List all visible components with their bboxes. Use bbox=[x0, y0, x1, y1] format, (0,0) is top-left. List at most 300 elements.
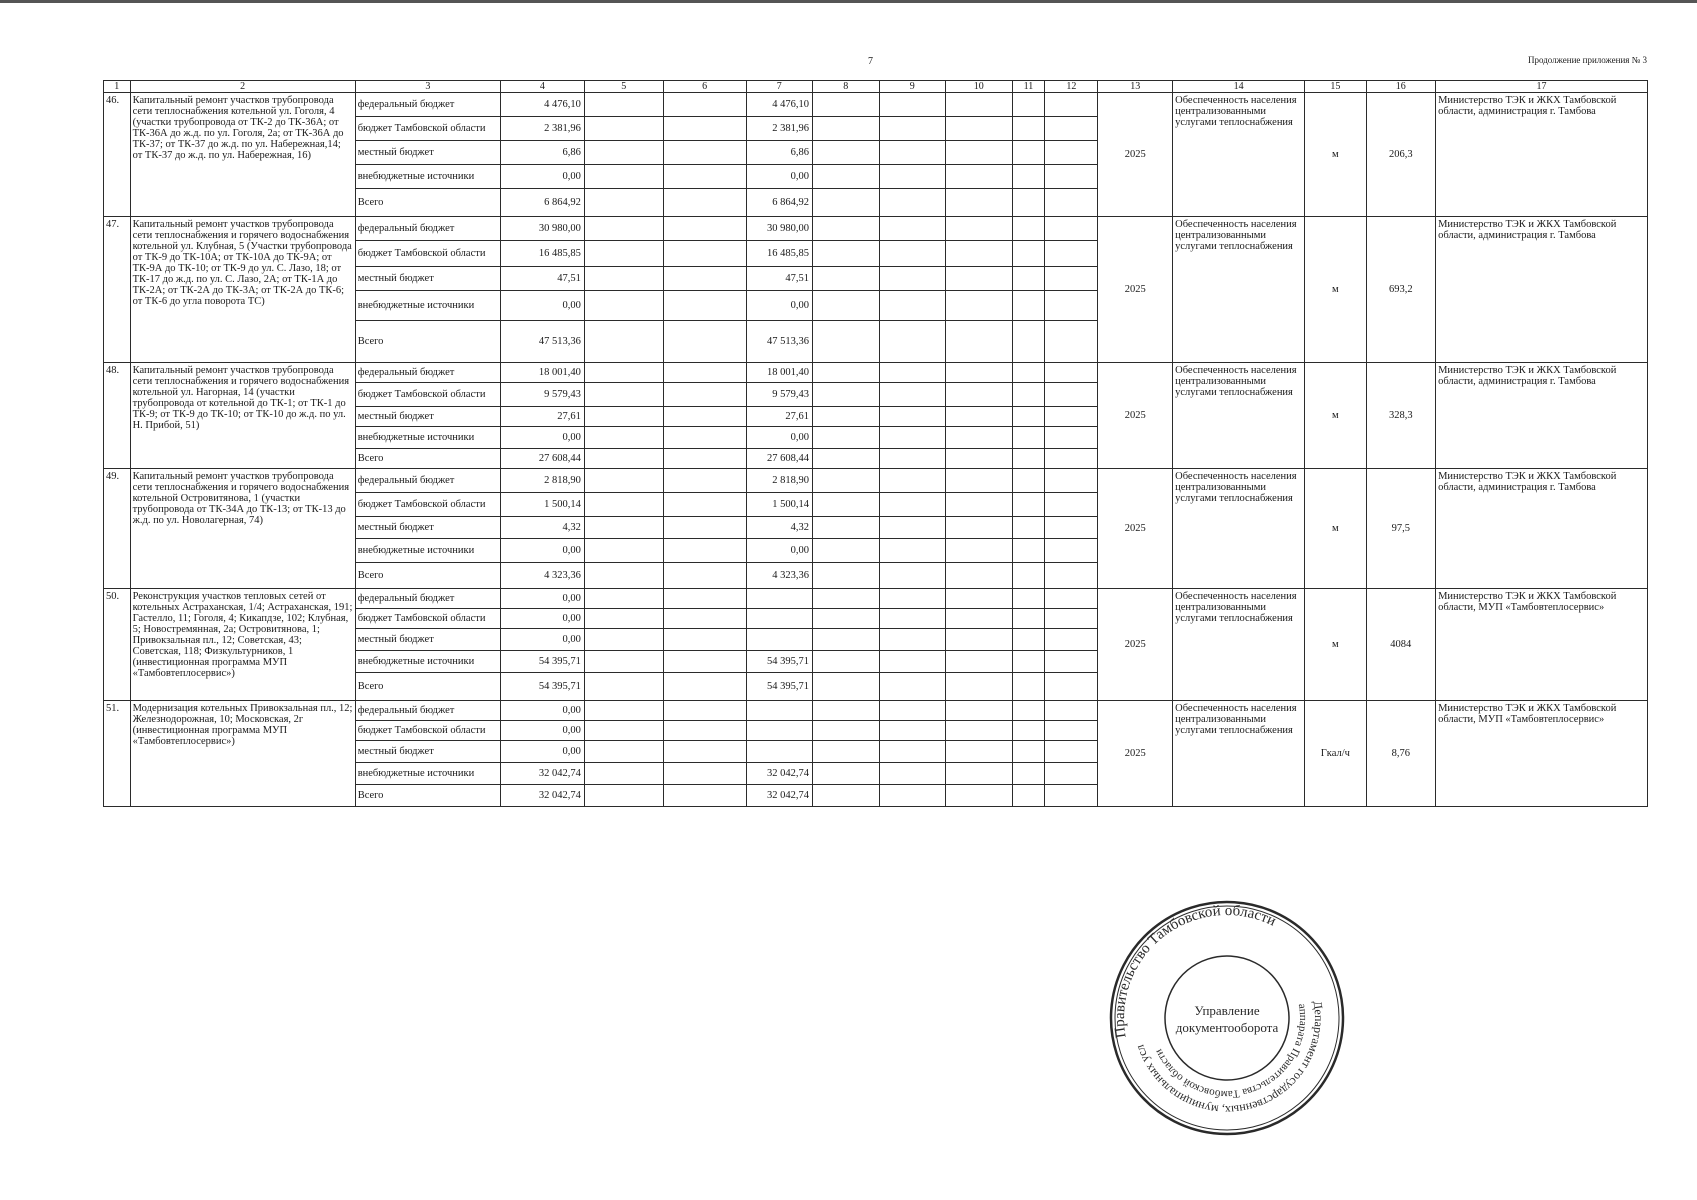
amount-col8 bbox=[813, 117, 880, 141]
unit: Гкал/ч bbox=[1305, 701, 1366, 807]
amount-col8 bbox=[813, 321, 880, 363]
amount-total: 6 864,92 bbox=[500, 189, 584, 217]
funding-source: федеральный бюджет bbox=[355, 589, 500, 609]
amount-col5 bbox=[584, 291, 663, 321]
amount-col12 bbox=[1045, 165, 1098, 189]
amount-col10 bbox=[946, 93, 1013, 117]
amount-col6 bbox=[663, 217, 746, 241]
scan-edge bbox=[0, 0, 1697, 3]
amount-col12 bbox=[1045, 267, 1098, 291]
amount-col10 bbox=[946, 291, 1013, 321]
column-header: 13 bbox=[1098, 81, 1173, 93]
amount-col7: 0,00 bbox=[746, 427, 813, 449]
amount-col8 bbox=[813, 407, 880, 427]
amount-col10 bbox=[946, 363, 1013, 383]
amount-col11 bbox=[1012, 721, 1045, 741]
column-header: 7 bbox=[746, 81, 813, 93]
amount-col10 bbox=[946, 449, 1013, 469]
amount-col12 bbox=[1045, 785, 1098, 807]
amount-total: 47 513,36 bbox=[500, 321, 584, 363]
amount-total: 1 500,14 bbox=[500, 493, 584, 517]
amount-col11 bbox=[1012, 563, 1045, 589]
amount-col7: 32 042,74 bbox=[746, 763, 813, 785]
funding-source: бюджет Тамбовской области bbox=[355, 609, 500, 629]
amount-col9 bbox=[879, 721, 946, 741]
amount-col10 bbox=[946, 493, 1013, 517]
funding-source: федеральный бюджет bbox=[355, 217, 500, 241]
amount-col5 bbox=[584, 539, 663, 563]
amount-col8 bbox=[813, 469, 880, 493]
amount-col10 bbox=[946, 651, 1013, 673]
stamp-inner-text: аппарата Правительства Тамбовской области bbox=[1152, 1002, 1310, 1101]
amount-col6 bbox=[663, 117, 746, 141]
completion-year: 2025 bbox=[1098, 701, 1173, 807]
amount-col7: 16 485,85 bbox=[746, 241, 813, 267]
amount-col8 bbox=[813, 763, 880, 785]
unit: м bbox=[1305, 363, 1366, 469]
amount-col9 bbox=[879, 651, 946, 673]
amount-col9 bbox=[879, 469, 946, 493]
responsible: Министерство ТЭК и ЖКХ Тамбовской области, администрация г. Тамбова bbox=[1436, 363, 1648, 469]
funding-source: федеральный бюджет bbox=[355, 93, 500, 117]
amount-col12 bbox=[1045, 217, 1098, 241]
indicator-value: 4084 bbox=[1366, 589, 1436, 701]
amount-col9 bbox=[879, 493, 946, 517]
amount-col6 bbox=[663, 609, 746, 629]
amount-col5 bbox=[584, 141, 663, 165]
amount-col5 bbox=[584, 241, 663, 267]
amount-col5 bbox=[584, 469, 663, 493]
amount-col11 bbox=[1012, 189, 1045, 217]
amount-col12 bbox=[1045, 651, 1098, 673]
amount-col10 bbox=[946, 189, 1013, 217]
amount-col10 bbox=[946, 383, 1013, 407]
funding-source: внебюджетные источники bbox=[355, 165, 500, 189]
amount-total: 0,00 bbox=[500, 741, 584, 763]
indicator: Обеспеченность населения централизованными услугами теплоснабжения bbox=[1173, 701, 1305, 807]
amount-col10 bbox=[946, 629, 1013, 651]
amount-col10 bbox=[946, 609, 1013, 629]
amount-total: 4,32 bbox=[500, 517, 584, 539]
amount-total: 0,00 bbox=[500, 165, 584, 189]
amount-col9 bbox=[879, 189, 946, 217]
indicator-value: 328,3 bbox=[1366, 363, 1436, 469]
amount-col11 bbox=[1012, 589, 1045, 609]
amount-col9 bbox=[879, 165, 946, 189]
stamp-outer-ring-thin bbox=[1107, 898, 1347, 1138]
amount-col9 bbox=[879, 673, 946, 701]
amount-col8 bbox=[813, 651, 880, 673]
indicator: Обеспеченность населения централизованными услугами теплоснабжения bbox=[1173, 93, 1305, 217]
amount-col11 bbox=[1012, 321, 1045, 363]
amount-total: 54 395,71 bbox=[500, 651, 584, 673]
amount-col5 bbox=[584, 363, 663, 383]
amount-col8 bbox=[813, 363, 880, 383]
funding-source: федеральный бюджет bbox=[355, 469, 500, 493]
amount-col7: 32 042,74 bbox=[746, 785, 813, 807]
amount-col6 bbox=[663, 165, 746, 189]
amount-col5 bbox=[584, 721, 663, 741]
amount-col9 bbox=[879, 763, 946, 785]
amount-col10 bbox=[946, 469, 1013, 493]
amount-col5 bbox=[584, 701, 663, 721]
amount-col5 bbox=[584, 93, 663, 117]
funding-source: местный бюджет bbox=[355, 629, 500, 651]
row-number: 48. bbox=[104, 363, 131, 469]
amount-total: 2 818,90 bbox=[500, 469, 584, 493]
amount-col5 bbox=[584, 427, 663, 449]
amount-col8 bbox=[813, 701, 880, 721]
appendix-note: Продолжение приложения № 3 bbox=[1527, 55, 1647, 65]
completion-year: 2025 bbox=[1098, 363, 1173, 469]
amount-col7: 6,86 bbox=[746, 141, 813, 165]
amount-col7: 30 980,00 bbox=[746, 217, 813, 241]
amount-col6 bbox=[663, 291, 746, 321]
amount-col11 bbox=[1012, 517, 1045, 539]
amount-col12 bbox=[1045, 93, 1098, 117]
amount-col11 bbox=[1012, 407, 1045, 427]
completion-year: 2025 bbox=[1098, 589, 1173, 701]
amount-col5 bbox=[584, 673, 663, 701]
amount-col8 bbox=[813, 563, 880, 589]
funding-source: местный бюджет bbox=[355, 407, 500, 427]
funding-source: Всего bbox=[355, 785, 500, 807]
amount-col7 bbox=[746, 609, 813, 629]
amount-col12 bbox=[1045, 427, 1098, 449]
unit: м bbox=[1305, 217, 1366, 363]
amount-col9 bbox=[879, 141, 946, 165]
completion-year: 2025 bbox=[1098, 469, 1173, 589]
amount-col11 bbox=[1012, 217, 1045, 241]
amount-col6 bbox=[663, 563, 746, 589]
amount-col12 bbox=[1045, 493, 1098, 517]
amount-col7: 4 323,36 bbox=[746, 563, 813, 589]
funding-source: федеральный бюджет bbox=[355, 363, 500, 383]
amount-col5 bbox=[584, 517, 663, 539]
column-header: 3 bbox=[355, 81, 500, 93]
amount-col8 bbox=[813, 165, 880, 189]
column-header: 12 bbox=[1045, 81, 1098, 93]
amount-total: 54 395,71 bbox=[500, 673, 584, 701]
amount-total: 32 042,74 bbox=[500, 785, 584, 807]
amount-col7 bbox=[746, 741, 813, 763]
stamp-outer-ring bbox=[1107, 898, 1347, 1138]
amount-col7: 2 818,90 bbox=[746, 469, 813, 493]
unit: м bbox=[1305, 93, 1366, 217]
amount-col7: 6 864,92 bbox=[746, 189, 813, 217]
amount-col12 bbox=[1045, 629, 1098, 651]
amount-col9 bbox=[879, 741, 946, 763]
amount-col11 bbox=[1012, 267, 1045, 291]
amount-col9 bbox=[879, 563, 946, 589]
amount-col11 bbox=[1012, 785, 1045, 807]
amount-col5 bbox=[584, 629, 663, 651]
table-header-row bbox=[104, 81, 1648, 93]
amount-col9 bbox=[879, 785, 946, 807]
amount-col12 bbox=[1045, 701, 1098, 721]
amount-col5 bbox=[584, 189, 663, 217]
amount-col9 bbox=[879, 589, 946, 609]
amount-col6 bbox=[663, 427, 746, 449]
amount-col12 bbox=[1045, 673, 1098, 701]
amount-col7: 18 001,40 bbox=[746, 363, 813, 383]
amount-col7 bbox=[746, 701, 813, 721]
amount-col10 bbox=[946, 517, 1013, 539]
amount-col6 bbox=[663, 321, 746, 363]
column-header: 8 bbox=[813, 81, 880, 93]
amount-col8 bbox=[813, 217, 880, 241]
amount-col10 bbox=[946, 267, 1013, 291]
amount-col12 bbox=[1045, 589, 1098, 609]
amount-col6 bbox=[663, 741, 746, 763]
amount-total: 18 001,40 bbox=[500, 363, 584, 383]
amount-col11 bbox=[1012, 539, 1045, 563]
amount-col8 bbox=[813, 383, 880, 407]
row-number: 46. bbox=[104, 93, 131, 217]
amount-col8 bbox=[813, 673, 880, 701]
amount-col6 bbox=[663, 673, 746, 701]
amount-col11 bbox=[1012, 291, 1045, 321]
amount-total: 0,00 bbox=[500, 291, 584, 321]
amount-col6 bbox=[663, 539, 746, 563]
amount-col5 bbox=[584, 609, 663, 629]
amount-col8 bbox=[813, 629, 880, 651]
project-description: Капитальный ремонт участков трубопровода сети теплоснабжения и горячего водоснабжения котельной Островитянова, 1 (участки трубопровода от ТК-34А до ТК-13; от ТК-13 до ж.д. по ул. Новолагерная, 74) bbox=[130, 469, 355, 589]
table-row bbox=[104, 469, 1648, 493]
amount-total: 0,00 bbox=[500, 427, 584, 449]
amount-col8 bbox=[813, 721, 880, 741]
unit: м bbox=[1305, 589, 1366, 701]
responsible: Министерство ТЭК и ЖКХ Тамбовской области, администрация г. Тамбова bbox=[1436, 469, 1648, 589]
amount-col10 bbox=[946, 763, 1013, 785]
amount-col11 bbox=[1012, 449, 1045, 469]
amount-total: 4 323,36 bbox=[500, 563, 584, 589]
amount-total: 27,61 bbox=[500, 407, 584, 427]
amount-col5 bbox=[584, 383, 663, 407]
amount-col7: 27,61 bbox=[746, 407, 813, 427]
completion-year: 2025 bbox=[1098, 217, 1173, 363]
table-row bbox=[104, 701, 1648, 721]
amount-col11 bbox=[1012, 701, 1045, 721]
amount-col11 bbox=[1012, 741, 1045, 763]
project-description: Капитальный ремонт участков трубопровода сети теплоснабжения и горячего водоснабжения котельной ул. Клубная, 5 (Участки трубопровода от ТК-9 до ТК-10А; от ТК-10А до ТК-9А; от ТК-9А до ТК-10; от ТК-9 до ул. С. Лазо, 18; от ТК-17 до ж.д. по ул. С. Лазо, 2А; от ТК-1А до ТК-2А; от ТК-2А до ТК-3А; от ТК-2А до ТК-6; от ТК-6 до угла поворота ТС) bbox=[130, 217, 355, 363]
amount-col11 bbox=[1012, 363, 1045, 383]
amount-total: 9 579,43 bbox=[500, 383, 584, 407]
amount-total: 0,00 bbox=[500, 589, 584, 609]
amount-col7: 2 381,96 bbox=[746, 117, 813, 141]
funding-source: внебюджетные источники bbox=[355, 427, 500, 449]
funding-source: внебюджетные источники bbox=[355, 539, 500, 563]
amount-col9 bbox=[879, 427, 946, 449]
amount-col8 bbox=[813, 589, 880, 609]
funding-source: Всего bbox=[355, 449, 500, 469]
funding-source: местный бюджет bbox=[355, 267, 500, 291]
amount-col7 bbox=[746, 589, 813, 609]
funding-source: федеральный бюджет bbox=[355, 701, 500, 721]
column-header: 9 bbox=[879, 81, 946, 93]
amount-total: 32 042,74 bbox=[500, 763, 584, 785]
amount-col6 bbox=[663, 449, 746, 469]
amount-col9 bbox=[879, 117, 946, 141]
column-header: 2 bbox=[130, 81, 355, 93]
column-header: 15 bbox=[1305, 81, 1366, 93]
amount-col11 bbox=[1012, 673, 1045, 701]
amount-col12 bbox=[1045, 449, 1098, 469]
amount-col6 bbox=[663, 785, 746, 807]
amount-col12 bbox=[1045, 291, 1098, 321]
amount-total: 4 476,10 bbox=[500, 93, 584, 117]
column-header: 16 bbox=[1366, 81, 1436, 93]
funding-source: местный бюджет bbox=[355, 517, 500, 539]
funding-source: бюджет Тамбовской области bbox=[355, 241, 500, 267]
amount-col7: 0,00 bbox=[746, 539, 813, 563]
funding-source: внебюджетные источники bbox=[355, 291, 500, 321]
amount-col10 bbox=[946, 165, 1013, 189]
column-header: 11 bbox=[1012, 81, 1045, 93]
amount-col12 bbox=[1045, 321, 1098, 363]
amount-col12 bbox=[1045, 189, 1098, 217]
amount-col6 bbox=[663, 469, 746, 493]
amount-col11 bbox=[1012, 427, 1045, 449]
amount-col10 bbox=[946, 407, 1013, 427]
amount-col12 bbox=[1045, 609, 1098, 629]
amount-col12 bbox=[1045, 117, 1098, 141]
amount-col11 bbox=[1012, 165, 1045, 189]
amount-col9 bbox=[879, 217, 946, 241]
amount-col12 bbox=[1045, 469, 1098, 493]
amount-col12 bbox=[1045, 363, 1098, 383]
amount-col7: 9 579,43 bbox=[746, 383, 813, 407]
amount-col10 bbox=[946, 721, 1013, 741]
stamp-outer-text: Правительство Тамбовской области bbox=[1111, 902, 1279, 1039]
column-header: 4 bbox=[500, 81, 584, 93]
amount-col9 bbox=[879, 629, 946, 651]
funding-source: Всего bbox=[355, 563, 500, 589]
amount-col11 bbox=[1012, 763, 1045, 785]
project-description: Реконструкция участков тепловых сетей от котельных Астраханская, 1/4; Астраханская, 191; Гастелло, 11; Гоголя, 4; Кикапдзе, 102; Клубная, 5; Новостремянная, 2а; Островитянова, 1; Привокзальная пл., 12; Советская, 43; Советская, 118; Физкультурников, 1 (инвестиционная программа МУП «Тамбовтеплосервис») bbox=[130, 589, 355, 701]
amount-col8 bbox=[813, 517, 880, 539]
amount-col5 bbox=[584, 563, 663, 589]
funding-source: внебюджетные источники bbox=[355, 763, 500, 785]
amount-col6 bbox=[663, 93, 746, 117]
amount-col8 bbox=[813, 189, 880, 217]
stamp-center-line1: Управление bbox=[1194, 1003, 1260, 1018]
amount-col5 bbox=[584, 117, 663, 141]
amount-col9 bbox=[879, 701, 946, 721]
row-number: 47. bbox=[104, 217, 131, 363]
amount-col5 bbox=[584, 763, 663, 785]
funding-source: бюджет Тамбовской области bbox=[355, 383, 500, 407]
amount-col5 bbox=[584, 407, 663, 427]
project-description: Модернизация котельных Привокзальная пл., 12; Железнодорожная, 10; Московская, 2г (инвестиционная программа МУП «Тамбовтеплосервис») bbox=[130, 701, 355, 807]
amount-col9 bbox=[879, 539, 946, 563]
amount-col7: 54 395,71 bbox=[746, 673, 813, 701]
amount-col7: 1 500,14 bbox=[746, 493, 813, 517]
amount-col8 bbox=[813, 449, 880, 469]
amount-col11 bbox=[1012, 117, 1045, 141]
amount-col5 bbox=[584, 217, 663, 241]
responsible: Министерство ТЭК и ЖКХ Тамбовской области, МУП «Тамбовтеплосервис» bbox=[1436, 701, 1648, 807]
indicator: Обеспеченность населения централизованными услугами теплоснабжения bbox=[1173, 589, 1305, 701]
amount-col6 bbox=[663, 241, 746, 267]
amount-col6 bbox=[663, 517, 746, 539]
amount-col7: 27 608,44 bbox=[746, 449, 813, 469]
amount-col9 bbox=[879, 321, 946, 363]
amount-col10 bbox=[946, 563, 1013, 589]
amount-col12 bbox=[1045, 383, 1098, 407]
indicator: Обеспеченность населения централизованными услугами теплоснабжения bbox=[1173, 217, 1305, 363]
amount-col9 bbox=[879, 449, 946, 469]
column-header: 10 bbox=[946, 81, 1013, 93]
amount-col7: 54 395,71 bbox=[746, 651, 813, 673]
amount-col9 bbox=[879, 291, 946, 321]
amount-col7: 0,00 bbox=[746, 165, 813, 189]
amount-col5 bbox=[584, 651, 663, 673]
column-header: 1 bbox=[104, 81, 131, 93]
column-header: 14 bbox=[1173, 81, 1305, 93]
responsible: Министерство ТЭК и ЖКХ Тамбовской области, МУП «Тамбовтеплосервис» bbox=[1436, 589, 1648, 701]
amount-col12 bbox=[1045, 563, 1098, 589]
amount-col6 bbox=[663, 407, 746, 427]
amount-col6 bbox=[663, 629, 746, 651]
amount-col12 bbox=[1045, 141, 1098, 165]
amount-col8 bbox=[813, 741, 880, 763]
row-number: 51. bbox=[104, 701, 131, 807]
amount-col5 bbox=[584, 321, 663, 363]
amount-total: 6,86 bbox=[500, 141, 584, 165]
amount-col6 bbox=[663, 493, 746, 517]
amount-col8 bbox=[813, 241, 880, 267]
table-row bbox=[104, 363, 1648, 383]
indicator: Обеспеченность населения централизованными услугами теплоснабжения bbox=[1173, 469, 1305, 589]
amount-total: 16 485,85 bbox=[500, 241, 584, 267]
funding-source: местный бюджет bbox=[355, 141, 500, 165]
amount-col10 bbox=[946, 321, 1013, 363]
amount-col5 bbox=[584, 785, 663, 807]
amount-col10 bbox=[946, 217, 1013, 241]
budget-table bbox=[103, 80, 1648, 807]
amount-total: 0,00 bbox=[500, 609, 584, 629]
amount-col8 bbox=[813, 427, 880, 449]
amount-col7 bbox=[746, 629, 813, 651]
column-header: 6 bbox=[663, 81, 746, 93]
amount-col12 bbox=[1045, 517, 1098, 539]
table-row bbox=[104, 93, 1648, 117]
amount-col9 bbox=[879, 517, 946, 539]
amount-col7: 4,32 bbox=[746, 517, 813, 539]
amount-col7: 0,00 bbox=[746, 291, 813, 321]
amount-col10 bbox=[946, 741, 1013, 763]
amount-col11 bbox=[1012, 609, 1045, 629]
amount-col6 bbox=[663, 721, 746, 741]
amount-col10 bbox=[946, 117, 1013, 141]
amount-col8 bbox=[813, 539, 880, 563]
amount-col7 bbox=[746, 721, 813, 741]
amount-col11 bbox=[1012, 141, 1045, 165]
amount-total: 0,00 bbox=[500, 539, 584, 563]
amount-col5 bbox=[584, 165, 663, 189]
row-number: 49. bbox=[104, 469, 131, 589]
amount-total: 30 980,00 bbox=[500, 217, 584, 241]
amount-col6 bbox=[663, 763, 746, 785]
amount-col8 bbox=[813, 493, 880, 517]
amount-col11 bbox=[1012, 493, 1045, 517]
indicator-value: 97,5 bbox=[1366, 469, 1436, 589]
amount-col11 bbox=[1012, 383, 1045, 407]
amount-col11 bbox=[1012, 651, 1045, 673]
project-description: Капитальный ремонт участков трубопровода сети теплоснабжения котельной ул. Гоголя, 4 (участки трубопровода от ТК-2 до ТК-36А; от ТК-36А до ж.д. по ул. Гоголя, 2а; от ТК-36А до ТК-37; от ТК-37 до ж.д. по ул. Набережная,14; от ТК-37 до ж.д. по ул. Набережная, 16) bbox=[130, 93, 355, 217]
unit: м bbox=[1305, 469, 1366, 589]
